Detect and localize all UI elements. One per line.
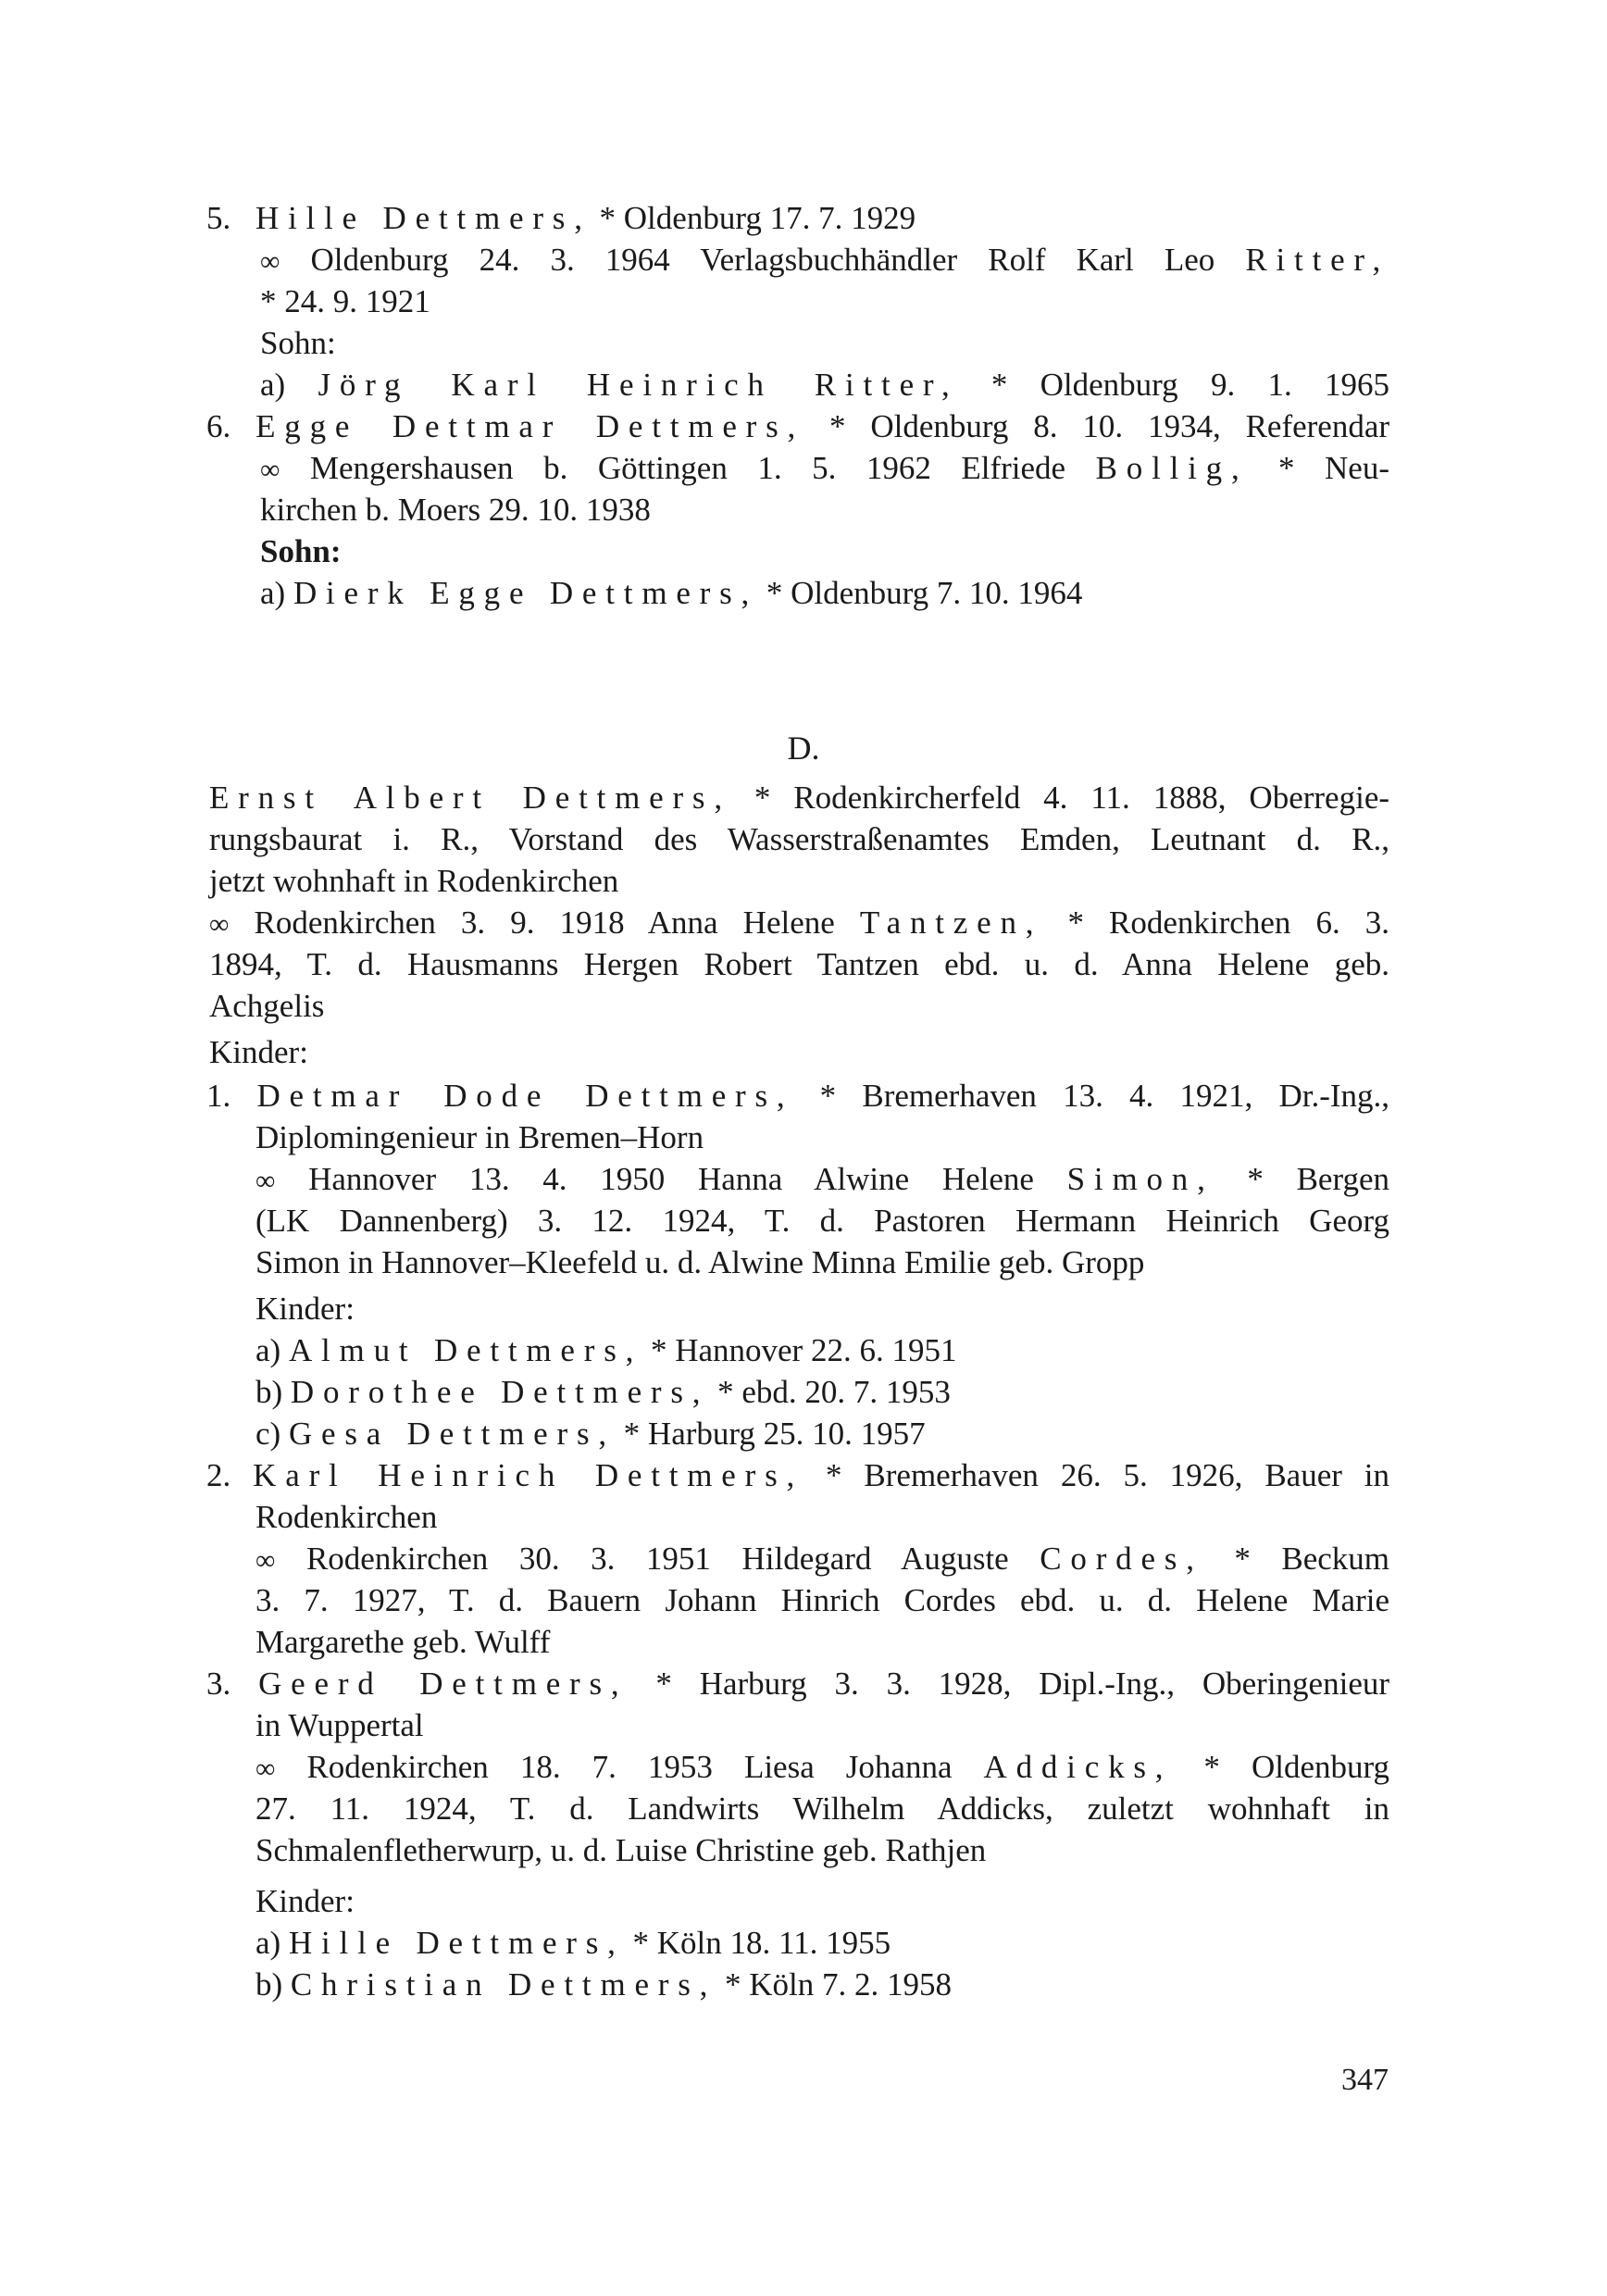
child-2-marriage	[255, 1539, 1389, 1581]
birth-info: * Köln 18. 11. 1955	[632, 1925, 891, 1961]
person-name: Detmar Dode Dettmers,	[256, 1078, 794, 1114]
entry-5-marriage	[260, 240, 1389, 282]
spouse-birth: * Neu-	[1278, 450, 1389, 486]
entry-5-spouse-birth: * 24. 9. 1921	[260, 283, 430, 319]
sub-letter: a)	[260, 575, 286, 611]
marriage-symbol-icon: ∞	[260, 455, 280, 485]
marriage-info: Oldenburg 24. 3. 1964 Verlagsbuchhändler Rolf Karl Leo	[310, 242, 1215, 278]
person-name: Christian Dettmers,	[290, 1966, 717, 2003]
head-person-line-5: 1894, T. d. Hausmanns Hergen Robert Tantzen ebd. u. d. Anna Helene geb.	[209, 946, 1389, 982]
birth-info: * Oldenburg 17. 7. 1929	[599, 200, 916, 236]
marriage-symbol-icon: ∞	[209, 909, 230, 940]
birth-info: * Bremerhaven 26. 5. 1926, Bauer in	[826, 1457, 1390, 1493]
person-name: Dorothee Dettmers,	[290, 1374, 710, 1410]
marriage-info: Rodenkirchen 30. 3. 1951 Hildegard Auguste	[305, 1541, 1009, 1577]
sub-letter: b)	[255, 1374, 283, 1410]
head-person-marriage	[209, 903, 1389, 945]
child-3-marriage	[255, 1747, 1389, 1790]
spouse-name: Ritter,	[1245, 242, 1390, 278]
child-1-line-4: (LK Dannenberg) 3. 12. 1924, T. d. Pastoren Hermann Heinrich Georg	[255, 1203, 1389, 1239]
birth-info: * Oldenburg 7. 10. 1964	[766, 575, 1083, 611]
child-1-c	[255, 1414, 926, 1454]
marriage-info: Rodenkirchen 18. 7. 1953 Liesa Johanna	[306, 1749, 953, 1785]
child-1-line-5: Simon in Hannover–Kleefeld u. d. Alwine Minna Emilie geb. Gropp	[255, 1244, 1145, 1280]
entry-5-line-1	[206, 198, 916, 239]
child-3-line-5: Schmalenfletherwurp, u. d. Luise Christine geb. Rathjen	[255, 1832, 987, 1868]
person-name: Karl Heinrich Dettmers,	[253, 1457, 804, 1493]
child-1-marriage	[255, 1159, 1389, 1202]
kinder-label: Kinder:	[255, 1291, 355, 1327]
spouse-name: Tantzen,	[859, 905, 1043, 941]
head-person-line-6: Achgelis	[209, 988, 325, 1024]
person-name: Dierk Egge Dettmers,	[293, 575, 759, 611]
marriage-symbol-icon: ∞	[255, 1753, 276, 1784]
entry-number: 6.	[206, 408, 231, 444]
marriage-info: Hannover 13. 4. 1950 Hanna Alwine Helene	[308, 1161, 1034, 1197]
marriage-info: Rodenkirchen 3. 9. 1918 Anna Helene	[254, 905, 835, 941]
kinder-label: Kinder:	[255, 1883, 355, 1919]
child-3-line-1	[206, 1664, 1389, 1704]
spouse-name: Simon,	[1066, 1161, 1215, 1197]
section-heading: D.	[787, 730, 820, 767]
page-number: 347	[1341, 2063, 1389, 2097]
child-3-b	[255, 1965, 952, 2005]
sub-letter: a)	[255, 1925, 281, 1961]
birth-info: * Oldenburg 8. 10. 1934, Referendar	[828, 408, 1390, 444]
sub-letter: a)	[255, 1332, 281, 1368]
person-name: Almut Dettmers,	[288, 1332, 643, 1368]
head-person-line-3: jetzt wohnhaft in Rodenkirchen	[209, 863, 619, 899]
head-person-line-1	[209, 778, 1389, 818]
entry-6-marriage	[260, 448, 1389, 491]
spouse-birth: * Oldenburg	[1203, 1749, 1389, 1785]
child-1-b	[255, 1372, 951, 1413]
entry-number: 3.	[206, 1666, 231, 1702]
birth-info: * Bremerhaven 13. 4. 1921, Dr.-Ing.,	[819, 1078, 1389, 1114]
entry-5a	[260, 365, 1389, 406]
child-1-line-2: Diplomingenieur in Bremen–Horn	[255, 1119, 704, 1155]
child-2-line-5: Margarethe geb. Wulff	[255, 1624, 551, 1660]
person-name: Hille Dettmers,	[255, 200, 592, 236]
birth-info: * Köln 7. 2. 1958	[724, 1966, 952, 2003]
entry-6-line-1	[206, 406, 1389, 447]
spouse-birth: * Rodenkirchen 6. 3.	[1067, 905, 1390, 941]
marriage-symbol-icon: ∞	[260, 246, 280, 277]
child-2-line-2: Rodenkirchen	[255, 1499, 438, 1535]
sub-letter: c)	[255, 1416, 281, 1452]
person-name: Jörg Karl Heinrich Ritter,	[318, 367, 959, 403]
child-1-a	[255, 1330, 956, 1371]
entry-6a	[260, 573, 1082, 614]
spouse-name: Addicks,	[983, 1749, 1173, 1785]
entry-number: 1.	[206, 1078, 231, 1114]
birth-info: * Hannover 22. 6. 1951	[650, 1332, 957, 1368]
entry-number: 5.	[206, 200, 231, 236]
entry-6-spouse-birth: kirchen b. Moers 29. 10. 1938	[260, 492, 651, 528]
person-name: Geerd Dettmers,	[258, 1666, 629, 1702]
head-person-line-2: rungsbaurat i. R., Vorstand des Wasserstraßenamtes Emden, Leutnant d. R.,	[209, 821, 1389, 857]
child-3-line-2: in Wuppertal	[255, 1707, 424, 1743]
person-name: Gesa Dettmers,	[288, 1416, 616, 1452]
child-3-a	[255, 1923, 891, 1964]
person-name: Ernst Albert Dettmers,	[209, 780, 731, 816]
person-name: Hille Dettmers,	[288, 1925, 625, 1961]
child-3-line-4: 27. 11. 1924, T. d. Landwirts Wilhelm Addicks, zuletzt wohnhaft in	[255, 1791, 1389, 1827]
person-name: Egge Dettmar Dettmers,	[255, 408, 805, 444]
spouse-birth: * Beckum	[1234, 1541, 1390, 1577]
marriage-symbol-icon: ∞	[255, 1166, 276, 1196]
birth-info: * Oldenburg 9. 1. 1965	[990, 367, 1390, 403]
kinder-label: Kinder:	[209, 1034, 308, 1070]
marriage-symbol-icon: ∞	[255, 1545, 276, 1576]
spouse-birth: * Bergen	[1247, 1161, 1390, 1197]
child-2-line-4: 3. 7. 1927, T. d. Bauern Johann Hinrich Cordes ebd. u. d. Helene Marie	[255, 1582, 1389, 1618]
sub-letter: a)	[260, 367, 286, 403]
birth-info: * ebd. 20. 7. 1953	[717, 1374, 951, 1410]
entry-number: 2.	[206, 1457, 231, 1493]
birth-info: * Harburg 25. 10. 1957	[623, 1416, 926, 1452]
spouse-name: Cordes,	[1040, 1541, 1203, 1577]
sohn-label: Sohn:	[260, 533, 342, 569]
spouse-name: Bollig,	[1095, 450, 1249, 486]
marriage-info: Mengershausen b. Göttingen 1. 5. 1962 Elfriede	[309, 450, 1066, 486]
sohn-label: Sohn:	[260, 325, 336, 361]
child-1-line-1	[206, 1076, 1389, 1117]
birth-info: * Harburg 3. 3. 1928, Dipl.-Ing., Oberingenieur	[655, 1666, 1390, 1702]
sub-letter: b)	[255, 1966, 283, 2003]
birth-info: * Rodenkircherfeld 4. 11. 1888, Oberregie-	[754, 780, 1390, 816]
child-2-line-1	[206, 1455, 1389, 1496]
